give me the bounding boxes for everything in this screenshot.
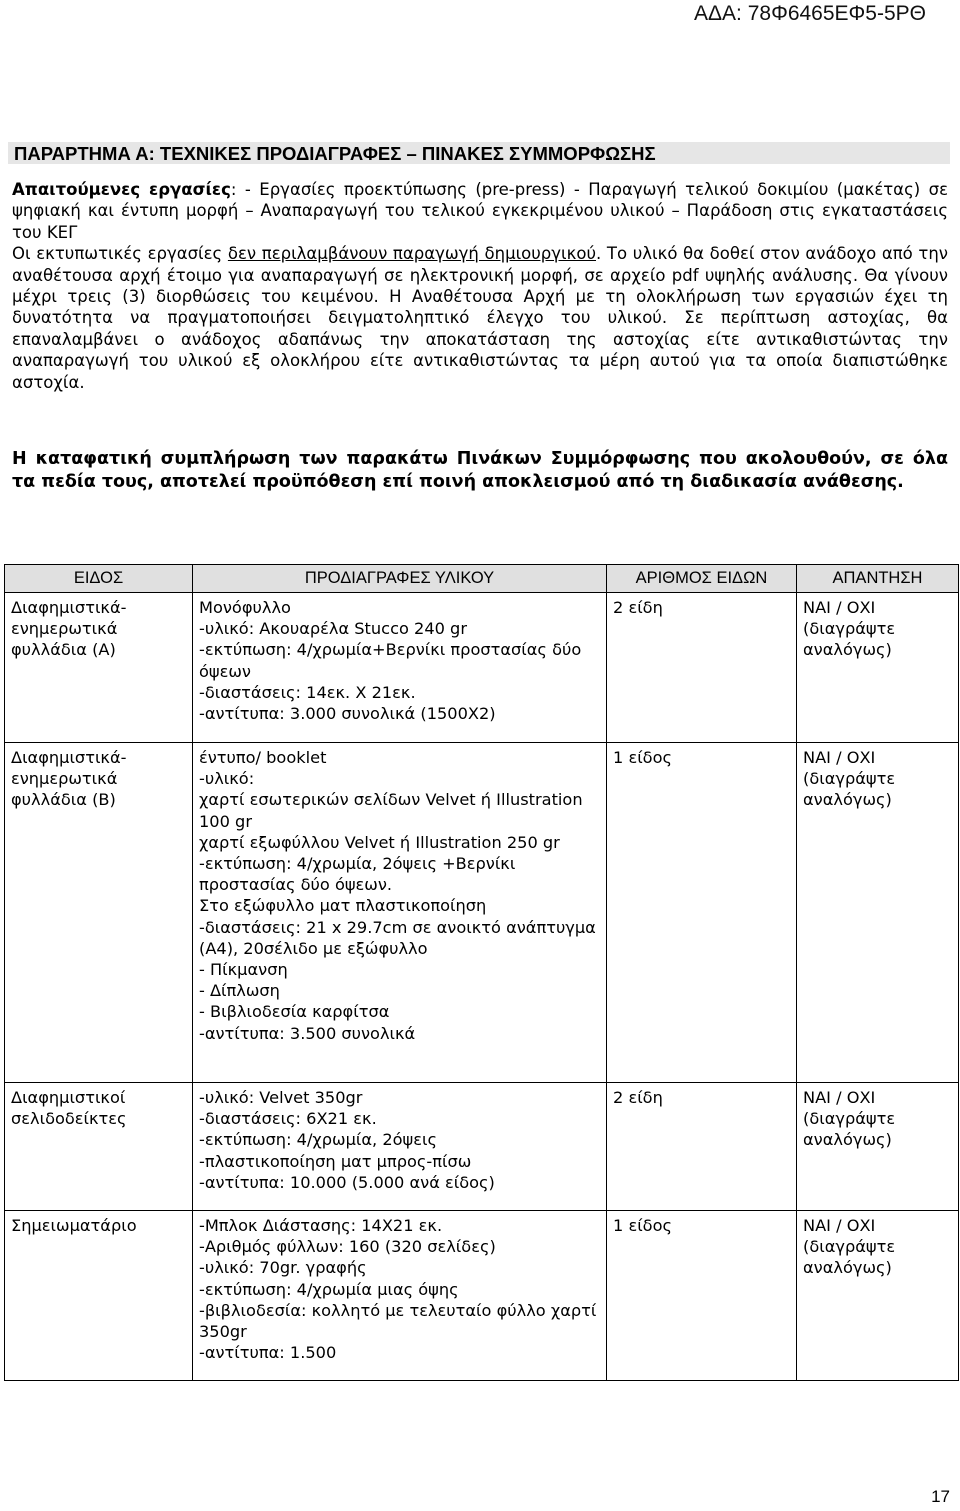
- intro-text: [12, 179, 948, 393]
- item-cell: Διαφημιστικά- ενημερωτικά φυλλάδια (Β): [5, 743, 193, 1083]
- header-answer: ΑΠΑΝΤΗΣΗ: [797, 565, 959, 593]
- answer-cell: ΝΑΙ / ΟΧΙ (διαγράψτε αναλόγως): [797, 1083, 959, 1211]
- spec-cell: -υλικό: Velvet 350gr -διαστάσεις: 6Χ21 εκ. -εκτύπωση: 4/χρωμία, 2όψεις -πλαστικοποίηση ματ μπρος-πίσω -αντίτυπα: 10.000 (5.000 ανά είδος): [193, 1083, 607, 1211]
- table-row: [5, 1083, 959, 1211]
- required-works-label: Απαιτούμενες εργασίες: [12, 180, 231, 199]
- answer-cell: ΝΑΙ / ΟΧΙ (διαγράψτε αναλόγως): [797, 743, 959, 1083]
- required-works-paragraph: [12, 179, 948, 243]
- header-spec: ΠΡΟΔΙΑΓΡΑΦΕΣ ΥΛΙΚΟΥ: [193, 565, 607, 593]
- spec-cell: Μονόφυλλο -υλικό: Ακουαρέλα Stucco 240 gr -εκτύπωση: 4/χρωμία+Βερνίκι προστασίας δύο όψεων -διαστάσεις: 14εκ. Χ 21εκ. -αντίτυπα: 3.000 συνολικά (1500Χ2): [193, 593, 607, 743]
- answer-cell: ΝΑΙ / ΟΧΙ (διαγράψτε αναλόγως): [797, 1211, 959, 1381]
- table-row: [5, 593, 959, 743]
- exclusions-underlined: δεν περιλαμβάνουν παραγωγή δημιουργικού: [227, 244, 596, 264]
- table-row: [5, 743, 959, 1083]
- table-row: [5, 1211, 959, 1381]
- annex-title-bar: [8, 142, 950, 164]
- exclusions-prefix: Οι εκτυπωτικές εργασίες: [12, 244, 228, 264]
- header-count: ΑΡΙΘΜΟΣ ΕΙΔΩΝ: [607, 565, 797, 593]
- item-cell: Διαφημιστικοί σελιδοδείκτες: [5, 1083, 193, 1211]
- required-works-text: : - Εργασίες προεκτύπωσης (pre-press) - Παραγωγή τελικού δοκιμίου (μακέτας) σε ψηφιακή και έντυπη μορφή – Αναπαραγωγή του τελικού εγκεκριμένου υλικού – Παράδοση στις εγκαταστάσεις του ΚΕΓ: [12, 180, 948, 242]
- compliance-note: Η καταφατική συμπλήρωση των παρακάτω Πινάκων Συμμόρφωσης που ακολουθούν, σε όλα τα πεδία τους, αποτελεί προϋπόθεση επί ποινή αποκλεισμού από τη διαδικασία ανάθεσης.: [12, 449, 948, 492]
- count-cell: 2 είδη: [607, 593, 797, 743]
- count-cell: 1 είδος: [607, 743, 797, 1083]
- header-item: ΕΙΔΟΣ: [5, 565, 193, 593]
- spec-cell: έντυπο/ booklet -υλικό: χαρτί εσωτερικών σελίδων Velvet ή Illustration 100 gr χαρτί εξωφύλλου Velvet ή Illustration 250 gr -εκτύπωση: 4/χρωμία, 2όψεις +Βερνίκι προστασίας δύο όψεων. Στο εξώφυλλο ματ πλαστικοποίηση -διαστάσεις: 21 x 29.7cm σε ανοικτό ανάπτυγμα (Α4), 20σέλιδο με εξώφυλλο - Πίκμανση - Δίπλωση - Βιβλιοδεσία καρφίτσα -αντίτυπα: 3.500 συνολικά: [193, 743, 607, 1083]
- page-number: 17: [931, 1487, 950, 1506]
- count-cell: 2 είδη: [607, 1083, 797, 1211]
- item-cell: Διαφημιστικά- ενημερωτικά φυλλάδια (Α): [5, 593, 193, 743]
- annex-title: ΠΑΡΑΡΤΗΜΑ Α: ΤΕΧΝΙΚΕΣ ΠΡΟΔΙΑΓΡΑΦΕΣ – ΠΙΝΑΚΕΣ ΣΥΜΜΟΡΦΩΣΗΣ: [14, 143, 656, 164]
- spec-cell: -Μπλοκ Διάστασης: 14Χ21 εκ. -Αριθμός φύλλων: 160 (320 σελίδες) -υλικό: 70gr. γραφής -εκτύπωση: 4/χρωμία μιας όψης -βιβλιοδεσία: κολλητό με τελευταίο φύλλο χαρτί 350gr -αντίτυπα: 1.500: [193, 1211, 607, 1381]
- exclusions-paragraph: [12, 243, 948, 393]
- count-cell: 1 είδος: [607, 1211, 797, 1381]
- compliance-table: [4, 564, 959, 1381]
- item-cell: Σημειωματάριο: [5, 1211, 193, 1381]
- ada-code: ΑΔΑ: 78Φ6465ΕΦ5-5ΡΘ: [694, 2, 926, 25]
- table-header-row: [5, 565, 959, 593]
- answer-cell: ΝΑΙ / ΟΧΙ (διαγράψτε αναλόγως): [797, 593, 959, 743]
- exclusions-rest: . Το υλικό θα δοθεί στον ανάδοχο από την αναθέτουσα αρχή έτοιμο για αναπαραγωγή σε ηλεκτρονική μορφή, σε αρχείο pdf υψηλής ανάλυσης. Θα γίνουν μέχρι τρεις (3) διορθώσεις του κειμένου. Η Αναθέτουσα Αρχή με τη ολοκλήρωση των εργασιών έχει τη δυνατότητα να πραγματοποιήσει δειγματοληπτικό έλεγχο του υλικού. Σε περίπτωση αστοχίας, θα επαναλαμβάνει ο ανάδοχος αδαπάνως την αποκατάσταση της αστοχίας είτε αντικαθιστώντας την αναπαραγωγή του υλικού εξ ολοκλήρου είτε αντικαθιστώντας τα μέρη αυτού για τα οποία διαπιστώθηκε αστοχία.: [12, 244, 948, 392]
